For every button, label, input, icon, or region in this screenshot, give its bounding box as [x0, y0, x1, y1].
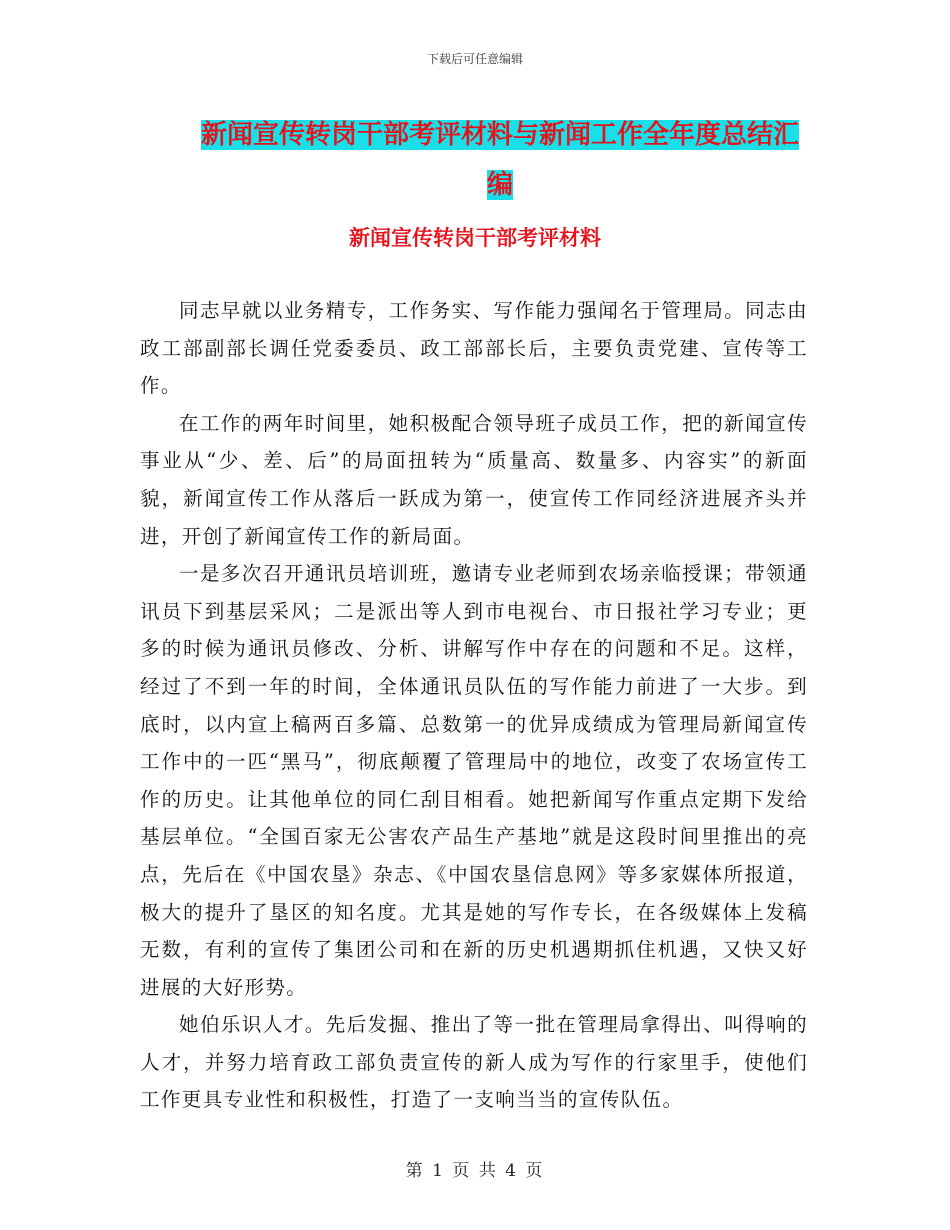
paragraph-2: 在工作的两年时间里，她积极配合领导班子成员工作，把的新闻宣传事业从“少、差、后”的局面扭转为“质量高、数量多、内容实”的新面貌，新闻宣传工作从落后一跃成为第一，使宣传工作同经济进展齐头并进，开创了新闻宣传工作的新局面。: [140, 411, 808, 548]
page-header-note: 下载后可任意编辑: [426, 52, 523, 66]
paragraph-3: 一是多次召开通讯员培训班，邀请专业老师到农场亲临授课；带领通讯员下到基层采风；二是派出等人到市电视台、市日报社学习专业；更多的时候为通讯员修改、分析、讲解写作中存在的问题和不足。这样，经过了不到一年的时间，全体通讯员队伍的写作能力前进了一大步。到底时，以内宣上稿两百多篇、总数第一的优异成绩成为管理局新闻宣传工作中的一匹“黑马”，彻底颠覆了管理局中的地位，改变了农场宣传工作的历史。让其他单位的同仁刮目相看。她把新闻写作重点定期下发给基层单位。“全国百家无公害农产品生产基地”就是这段时间里推出的亮点，先后在《中国农垦》杂志、《中国农垦信息网》等多家媒体所报道，极大的提升了垦区的知名度。尤其是她的写作专长，在各级媒体上发稿无数，有利的宣传了集团公司和在新的历史机遇期抓住机遇，又快又好进展的大好形势。: [140, 562, 808, 999]
paragraph-4: 她伯乐识人才。先后发掘、推出了等一批在管理局拿得出、叫得响的人才，并努力培育政工部负责宣传的新人成为写作的行家里手，使他们工作更具专业性和积极性，打造了一支响当当的宣传队伍。: [140, 1013, 808, 1112]
document-title-line2: 编: [486, 170, 513, 200]
document-title: [195, 110, 805, 210]
section-title: 新闻宣传转岗干部考评材料: [349, 225, 601, 250]
document-title-line1: 新闻宣传转岗干部考评材料与新闻工作全年度总结汇: [200, 120, 799, 150]
body-text: [140, 292, 808, 1119]
paragraph-1: 同志早就以业务精专，工作务实、写作能力强闻名于管理局。同志由政工部副部长调任党委委员、政工部部长后，主要负责党建、宣传等工作。: [140, 299, 808, 398]
page-footer: 第 1 页 共 4 页: [405, 1161, 545, 1181]
